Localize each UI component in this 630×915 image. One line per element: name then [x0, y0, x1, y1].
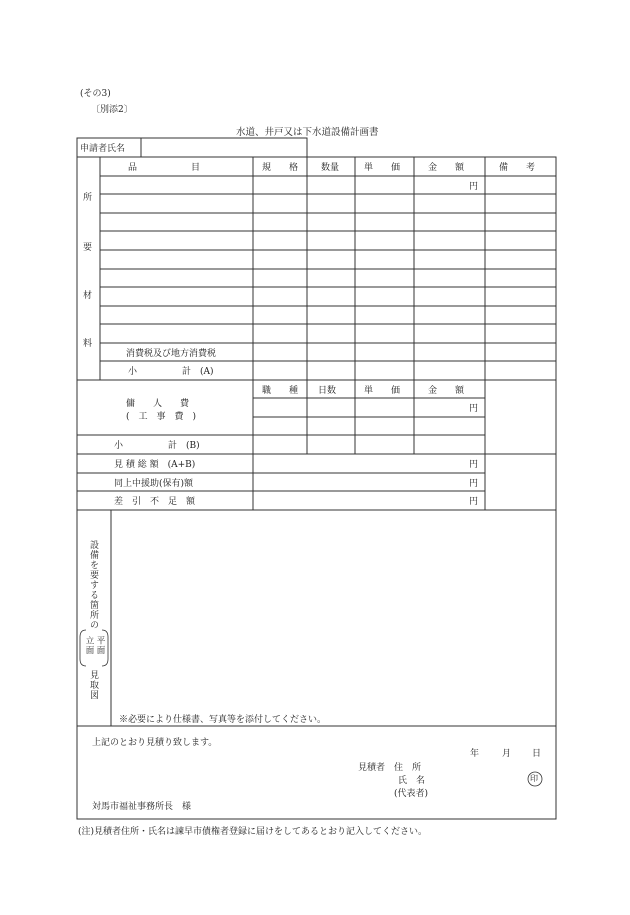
drawing-label-bottom: 見取図 [88, 670, 98, 700]
col-labor-amount: 金 額 [428, 385, 465, 396]
col-labor-unit-price: 単 価 [364, 385, 401, 396]
date-month: 月 [502, 749, 512, 759]
subsidy-label: 同上中援助(保有)額 [114, 478, 194, 489]
name-label: 氏 名 [398, 776, 426, 786]
col-unit-price: 単 価 [364, 163, 401, 173]
address-label: 住 所 [394, 763, 422, 773]
side-label-yo: 要 [83, 243, 93, 253]
applicant-name-field[interactable] [143, 138, 305, 157]
side-label-ryo: 料 [83, 339, 93, 349]
footnote: (注)見積者住所・氏名は諫早市債権者登録に届けをしてあるとおり記入してください。 [78, 827, 428, 837]
shortfall-label: 差 引 不 足 額 [114, 497, 196, 507]
applicant-label: 申請者氏名 [80, 144, 126, 154]
page-number: (その3) [80, 89, 111, 99]
labor-sublabel: ( 工 事 費 ) [126, 412, 197, 422]
yen-unit: 円 [469, 478, 479, 489]
declaration-text: 上記のとおり見積り致します。 [92, 738, 218, 748]
yen-unit: 円 [469, 460, 479, 470]
col-spec: 規 格 [262, 163, 299, 173]
representative-label: (代表者) [394, 789, 429, 799]
drawing-label-plan: 平面 [95, 636, 105, 655]
tax-row-label: 消費税及び地方消費税 [126, 348, 217, 359]
labor-label: 傭 人 費 [126, 399, 190, 409]
drawing-label-elevation: 立面 [84, 636, 94, 655]
drawing-label-top: 設備を要する箇所の [88, 540, 98, 630]
date-year: 年 [470, 749, 480, 759]
drawing-note: ※必要により仕様書、写真等を添付してください。 [119, 715, 327, 725]
side-label-zai: 材 [83, 291, 93, 301]
addressee: 対馬市福祉事務所長 様 [92, 802, 192, 812]
subtotal-b-label: 小 計 (B) [114, 441, 200, 451]
seal-mark: 印 [530, 774, 538, 783]
col-item: 品 目 [128, 163, 201, 173]
form-title: 水道、井戸又は下水道設備計画書 [236, 127, 379, 138]
attachment-label: 〔別添2〕 [91, 105, 133, 115]
yen-unit: 円 [469, 181, 479, 192]
date-day: 日 [532, 749, 542, 759]
yen-unit: 円 [469, 497, 479, 507]
side-label-sho: 所 [83, 193, 93, 203]
col-amount: 金 額 [428, 163, 465, 173]
yen-unit: 円 [469, 404, 479, 414]
col-remarks: 備 考 [499, 163, 536, 173]
subtotal-a-label: 小 計 (A) [128, 367, 214, 377]
col-job-type: 職 種 [262, 385, 299, 396]
col-days: 日数 [318, 385, 337, 396]
col-qty: 数量 [321, 163, 340, 173]
estimate-total-label: 見 積 総 額 (A+B) [114, 460, 196, 470]
estimator-label: 見積者 [358, 763, 386, 773]
